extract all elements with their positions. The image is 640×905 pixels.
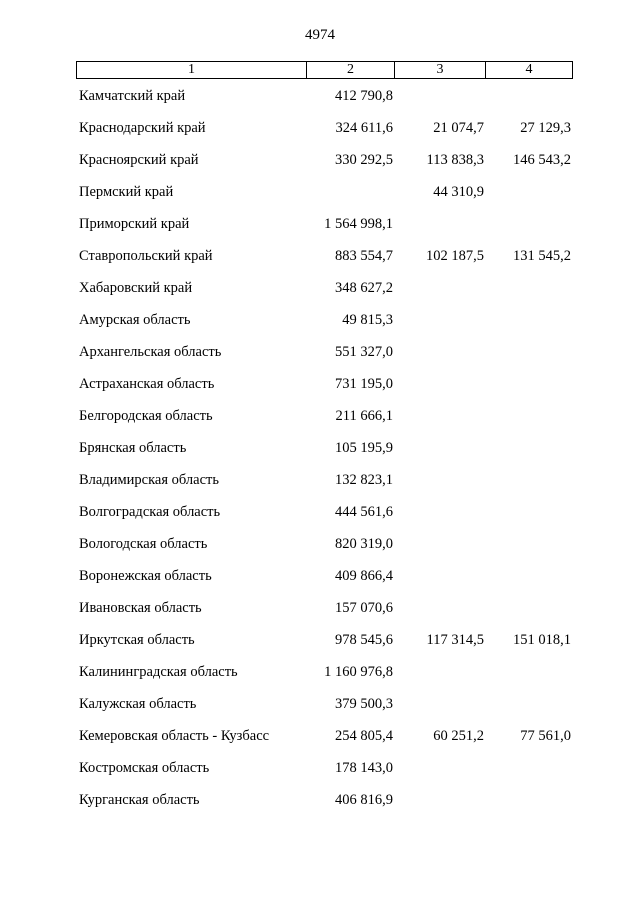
col2-cell: 820 319,0 [335,536,393,552]
col2-cell [308,181,393,213]
col4-cell [484,757,571,789]
region-cell: Краснодарский край [79,120,206,136]
col2-cell: 348 627,2 [335,280,393,296]
col2-cell: 178 143,0 [335,760,393,776]
table-row [76,341,573,373]
col4-cell [484,693,571,725]
col4-cell [484,501,571,533]
table-row [76,693,573,725]
col4-cell [484,533,571,565]
col3-cell [393,533,484,565]
col2-cell: 49 815,3 [342,312,393,328]
col2-cell: 1 160 976,8 [324,664,393,680]
region-cell: Амурская область [79,312,191,328]
col3-cell [393,469,484,501]
page-number: 4974 [305,27,335,43]
region-cell: Калужская область [79,696,197,712]
col3-cell [393,341,484,373]
region-cell: Иркутская область [79,632,195,648]
header-col-3: 3 [395,62,486,78]
col4-cell: 27 129,3 [520,120,571,136]
col3-cell [393,661,484,693]
table-row [76,501,573,533]
table-row [76,373,573,405]
table-row [76,629,573,661]
col3-cell [393,213,484,245]
col2-cell: 406 816,9 [335,792,393,808]
header-col-2: 2 [307,62,395,78]
col4-cell [484,181,571,213]
col4-cell [484,437,571,469]
table-row [76,597,573,629]
region-cell: Камчатский край [79,88,186,104]
table-row [76,789,573,821]
table-row [76,245,573,277]
col4-cell [484,597,571,629]
region-cell: Курганская область [79,792,200,808]
col3-cell [393,789,484,821]
region-cell: Астраханская область [79,376,215,392]
col4-cell: 131 545,2 [513,248,571,264]
col3-cell [393,693,484,725]
col4-cell [484,469,571,501]
col4-cell: 151 018,1 [513,632,571,648]
col2-cell: 731 195,0 [335,376,393,392]
table-header [76,61,573,79]
region-cell: Приморский край [79,216,190,232]
col3-cell [393,437,484,469]
col4-cell [484,277,571,309]
col4-cell [484,341,571,373]
col2-cell: 254 805,4 [335,728,393,744]
header-col-4: 4 [525,62,533,77]
table-row [76,565,573,597]
col2-cell: 883 554,7 [335,248,393,264]
col2-cell: 412 790,8 [335,88,393,104]
region-cell: Кемеровская область - Кузбасс [79,728,270,744]
region-cell: Пермский край [79,184,174,200]
col3-cell: 102 187,5 [426,248,484,264]
table-row [76,149,573,181]
col3-cell: 21 074,7 [433,120,484,136]
col4-cell: 146 543,2 [513,152,571,168]
col3-cell [393,309,484,341]
col2-cell: 1 564 998,1 [324,216,393,232]
col3-cell [393,405,484,437]
col4-cell [484,405,571,437]
col2-cell: 551 327,0 [335,344,393,360]
col4-cell [484,565,571,597]
col2-cell: 330 292,5 [335,152,393,168]
col3-cell [393,597,484,629]
region-cell: Владимирская область [79,472,219,488]
region-cell: Хабаровский край [79,280,193,296]
table-row [76,661,573,693]
region-cell: Волгоградская область [79,504,221,520]
table-row [76,309,573,341]
region-cell: Белгородская область [79,408,213,424]
table-row [76,469,573,501]
table-row [76,181,573,213]
col3-cell [393,277,484,309]
table-row [76,437,573,469]
region-cell: Ивановская область [79,600,202,616]
col2-cell: 379 500,3 [335,696,393,712]
table-row [76,725,573,757]
col2-cell: 132 823,1 [335,472,393,488]
region-cell: Брянская область [79,440,187,456]
table-row [76,277,573,309]
col4-cell [484,661,571,693]
table-row [76,85,573,117]
region-cell: Воронежская область [79,568,212,584]
region-cell: Вологодская область [79,536,208,552]
col3-cell: 60 251,2 [433,728,484,744]
col2-cell: 409 866,4 [335,568,393,584]
table-row [76,533,573,565]
table-body [76,85,573,821]
col4-cell [484,309,571,341]
col3-cell: 44 310,9 [433,184,484,200]
col4-cell [484,373,571,405]
region-cell: Красноярский край [79,152,199,168]
col2-cell: 324 611,6 [335,120,393,136]
col3-cell [393,373,484,405]
col4-cell: 77 561,0 [520,728,571,744]
col4-cell [484,789,571,821]
col2-cell: 444 561,6 [335,504,393,520]
col2-cell: 978 545,6 [335,632,393,648]
col3-cell [393,757,484,789]
col3-cell: 113 838,3 [426,152,484,168]
header-col-1: 1 [77,62,307,78]
col3-cell [393,85,484,117]
col3-cell: 117 314,5 [426,632,484,648]
col2-cell: 211 666,1 [335,408,393,424]
region-cell: Архангельская область [79,344,222,360]
region-cell: Ставропольский край [79,248,213,264]
col3-cell [393,565,484,597]
table-row [76,213,573,245]
region-cell: Костромская область [79,760,210,776]
table-row [76,757,573,789]
table-row [76,117,573,149]
region-cell: Калининградская область [79,664,238,680]
col3-cell [393,501,484,533]
col2-cell: 157 070,6 [335,600,393,616]
col4-cell [484,213,571,245]
table-row [76,405,573,437]
col2-cell: 105 195,9 [335,440,393,456]
col4-cell [484,85,571,117]
